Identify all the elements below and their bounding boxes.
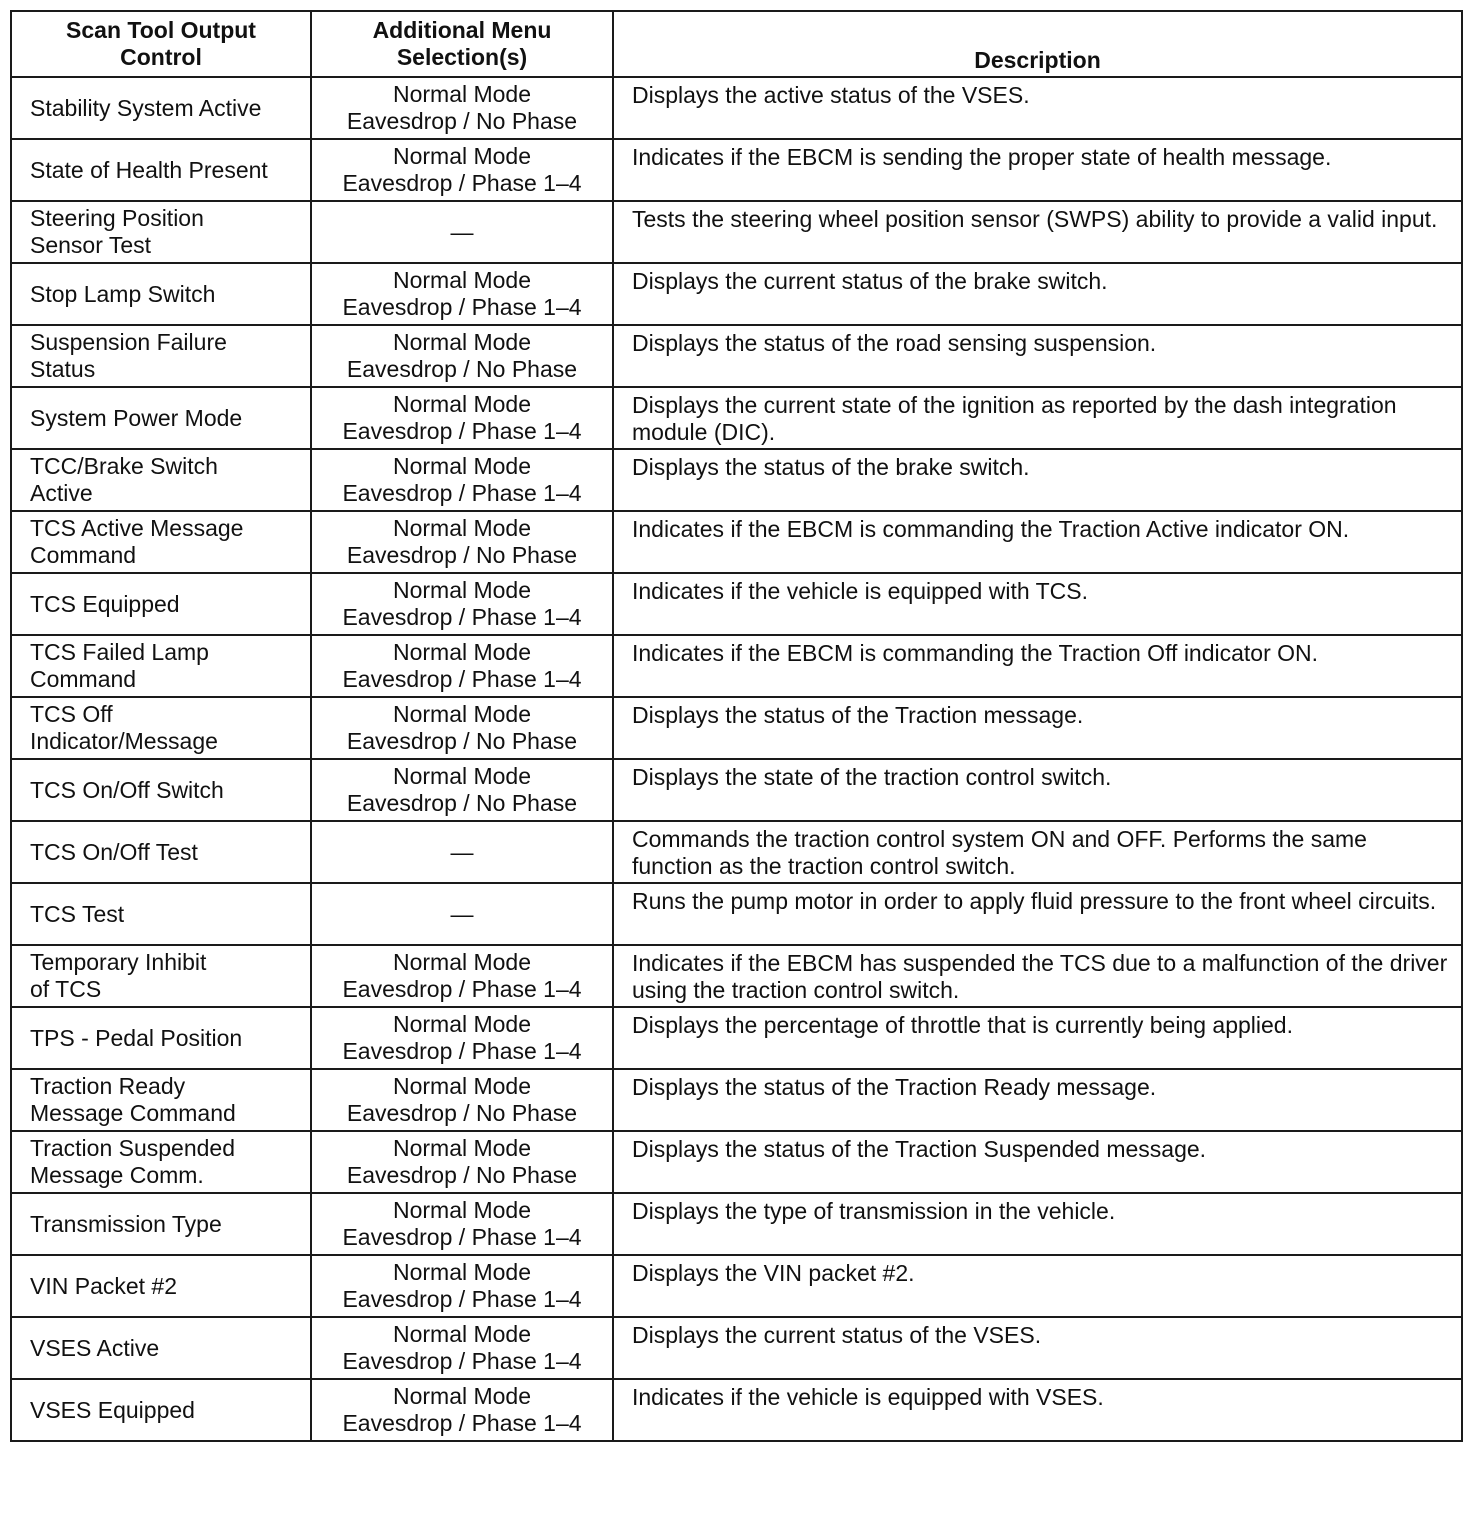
row-control-name: Stop Lamp Switch: [11, 263, 311, 325]
row-description: Displays the VIN packet #2.: [613, 1255, 1462, 1317]
row-description: Indicates if the EBCM is sending the proper state of health message.: [613, 139, 1462, 201]
row-control-name: VIN Packet #2: [11, 1255, 311, 1317]
row-control-name: TCS On/Off Test: [11, 821, 311, 883]
header-menu-selections: Additional Menu Selection(s): [311, 11, 613, 77]
table-row: [11, 759, 1462, 821]
row-control-name: Steering Position Sensor Test: [11, 201, 311, 263]
row-menu-selection: Normal Mode Eavesdrop / No Phase: [311, 1069, 613, 1131]
row-menu-selection: Normal Mode Eavesdrop / Phase 1–4: [311, 139, 613, 201]
row-control-name: TPS - Pedal Position: [11, 1007, 311, 1069]
row-menu-selection: Normal Mode Eavesdrop / Phase 1–4: [311, 449, 613, 511]
row-description: Tests the steering wheel position sensor (SWPS) ability to provide a valid input.: [613, 201, 1462, 263]
row-control-name: TCS Off Indicator/Message: [11, 697, 311, 759]
table-row: [11, 139, 1462, 201]
row-menu-selection: Normal Mode Eavesdrop / Phase 1–4: [311, 1255, 613, 1317]
row-description: Displays the current status of the brake switch.: [613, 263, 1462, 325]
table-row: [11, 1131, 1462, 1193]
row-menu-selection: Normal Mode Eavesdrop / Phase 1–4: [311, 263, 613, 325]
row-description: Commands the traction control system ON and OFF. Performs the same function as the traction control switch.: [613, 821, 1462, 883]
row-menu-selection: —: [311, 201, 613, 263]
row-description: Displays the current status of the VSES.: [613, 1317, 1462, 1379]
row-control-name: TCS Equipped: [11, 573, 311, 635]
row-control-name: Temporary Inhibit of TCS: [11, 945, 311, 1007]
row-menu-selection: Normal Mode Eavesdrop / Phase 1–4: [311, 1379, 613, 1441]
row-menu-selection: —: [311, 883, 613, 945]
row-menu-selection: Normal Mode Eavesdrop / Phase 1–4: [311, 387, 613, 449]
row-description: Displays the type of transmission in the vehicle.: [613, 1193, 1462, 1255]
row-description: Displays the status of the brake switch.: [613, 449, 1462, 511]
row-control-name: VSES Equipped: [11, 1379, 311, 1441]
row-description: Indicates if the EBCM has suspended the TCS due to a malfunction of the driver using the traction control switch.: [613, 945, 1462, 1007]
table-row: [11, 1255, 1462, 1317]
table-row: [11, 1379, 1462, 1441]
row-description: Runs the pump motor in order to apply fluid pressure to the front wheel circuits.: [613, 883, 1462, 945]
scan-tool-output-control-table: [10, 10, 1463, 1442]
row-description: Displays the percentage of throttle that is currently being applied.: [613, 1007, 1462, 1069]
table-row: [11, 945, 1462, 1007]
row-description: Indicates if the EBCM is commanding the Traction Off indicator ON.: [613, 635, 1462, 697]
row-description: Displays the state of the traction control switch.: [613, 759, 1462, 821]
row-menu-selection: Normal Mode Eavesdrop / No Phase: [311, 325, 613, 387]
row-control-name: Traction Ready Message Command: [11, 1069, 311, 1131]
header-control: Scan Tool Output Control: [11, 11, 311, 77]
row-control-name: TCS Test: [11, 883, 311, 945]
row-control-name: State of Health Present: [11, 139, 311, 201]
table-row: [11, 883, 1462, 945]
row-control-name: Transmission Type: [11, 1193, 311, 1255]
table-row: [11, 635, 1462, 697]
header-description: Description: [613, 11, 1462, 77]
table-row: [11, 387, 1462, 449]
table-row: [11, 511, 1462, 573]
row-description: Displays the status of the Traction Suspended message.: [613, 1131, 1462, 1193]
table-row: [11, 1193, 1462, 1255]
row-description: Displays the active status of the VSES.: [613, 77, 1462, 139]
row-menu-selection: Normal Mode Eavesdrop / Phase 1–4: [311, 945, 613, 1007]
table-row: [11, 1317, 1462, 1379]
row-menu-selection: Normal Mode Eavesdrop / Phase 1–4: [311, 573, 613, 635]
row-description: Indicates if the EBCM is commanding the Traction Active indicator ON.: [613, 511, 1462, 573]
table-row: [11, 697, 1462, 759]
row-menu-selection: Normal Mode Eavesdrop / Phase 1–4: [311, 1007, 613, 1069]
table-body: [11, 77, 1462, 1441]
row-menu-selection: —: [311, 821, 613, 883]
row-control-name: TCC/Brake Switch Active: [11, 449, 311, 511]
row-menu-selection: Normal Mode Eavesdrop / No Phase: [311, 511, 613, 573]
row-control-name: Traction Suspended Message Comm.: [11, 1131, 311, 1193]
table-header: [11, 11, 1462, 77]
row-description: Displays the status of the Traction message.: [613, 697, 1462, 759]
table-row: [11, 449, 1462, 511]
table-row: [11, 1007, 1462, 1069]
row-menu-selection: Normal Mode Eavesdrop / No Phase: [311, 759, 613, 821]
table-row: [11, 1069, 1462, 1131]
row-description: Displays the current state of the ignition as reported by the dash integration module (DIC).: [613, 387, 1462, 449]
row-control-name: Stability System Active: [11, 77, 311, 139]
header-row: [11, 11, 1462, 77]
row-menu-selection: Normal Mode Eavesdrop / No Phase: [311, 77, 613, 139]
row-menu-selection: Normal Mode Eavesdrop / Phase 1–4: [311, 1317, 613, 1379]
table-row: [11, 77, 1462, 139]
table-row: [11, 201, 1462, 263]
row-menu-selection: Normal Mode Eavesdrop / No Phase: [311, 1131, 613, 1193]
row-description: Indicates if the vehicle is equipped with VSES.: [613, 1379, 1462, 1441]
row-description: Indicates if the vehicle is equipped with TCS.: [613, 573, 1462, 635]
table-row: [11, 325, 1462, 387]
row-control-name: TCS Failed Lamp Command: [11, 635, 311, 697]
row-control-name: Suspension Failure Status: [11, 325, 311, 387]
table-row: [11, 573, 1462, 635]
row-control-name: TCS On/Off Switch: [11, 759, 311, 821]
table-row: [11, 821, 1462, 883]
row-menu-selection: Normal Mode Eavesdrop / Phase 1–4: [311, 635, 613, 697]
row-menu-selection: Normal Mode Eavesdrop / Phase 1–4: [311, 1193, 613, 1255]
table-row: [11, 263, 1462, 325]
row-description: Displays the status of the road sensing suspension.: [613, 325, 1462, 387]
row-control-name: VSES Active: [11, 1317, 311, 1379]
row-description: Displays the status of the Traction Ready message.: [613, 1069, 1462, 1131]
row-control-name: System Power Mode: [11, 387, 311, 449]
row-menu-selection: Normal Mode Eavesdrop / No Phase: [311, 697, 613, 759]
row-control-name: TCS Active Message Command: [11, 511, 311, 573]
